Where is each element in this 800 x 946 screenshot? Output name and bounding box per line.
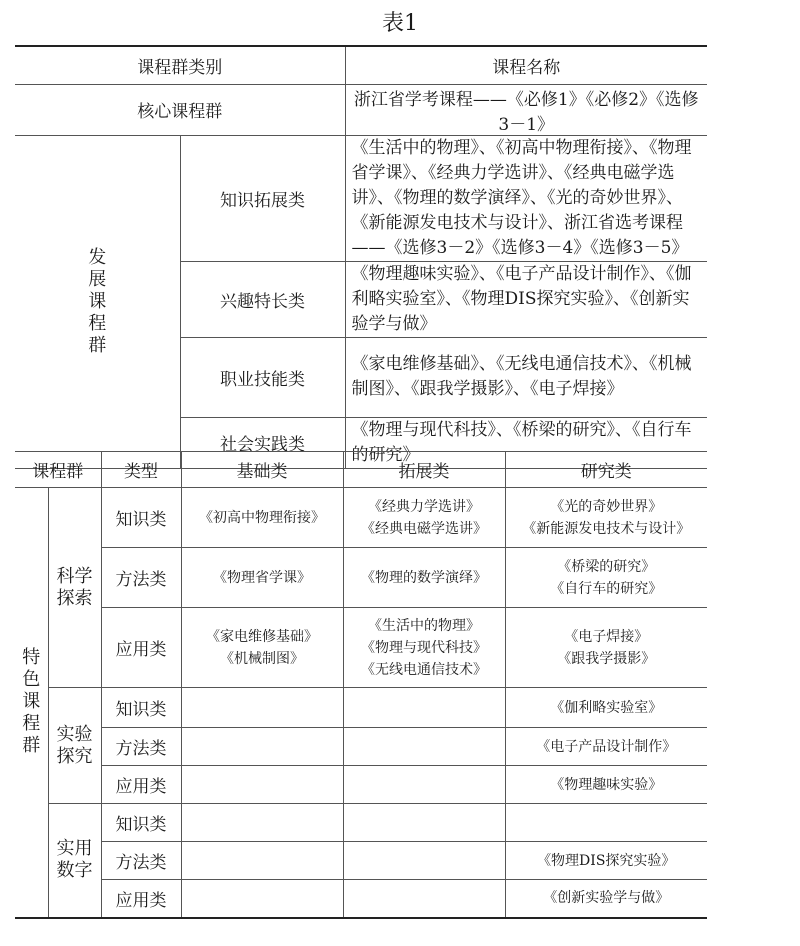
cell-type: 应用类 bbox=[101, 880, 181, 918]
cell-expand bbox=[343, 804, 505, 842]
special-label: 特色课程群 bbox=[15, 488, 48, 918]
cell-basic bbox=[181, 804, 343, 842]
cell-type: 知识类 bbox=[101, 804, 181, 842]
cell-basic bbox=[181, 688, 343, 728]
dev-courses-4: 《物理与现代科技》、《桥梁的研究》、《自行车的研究》 bbox=[345, 417, 707, 468]
cell-expand bbox=[343, 728, 505, 766]
header-basic: 基础类 bbox=[181, 452, 343, 488]
header-course-name: 课程名称 bbox=[345, 46, 707, 84]
cell-basic bbox=[181, 880, 343, 918]
cell-type: 方法类 bbox=[101, 548, 181, 608]
dev-courses-2: 《物理趣味实验》、《电子产品设计制作》、《伽利略实验室》、《物理DIS探究实验》、《创新实验学与做》 bbox=[345, 261, 707, 337]
cell-type: 知识类 bbox=[101, 688, 181, 728]
header-expand: 拓展类 bbox=[343, 452, 505, 488]
cell-expand bbox=[343, 880, 505, 918]
group-name-1: 科学探索 bbox=[48, 488, 101, 688]
cell-expand bbox=[343, 842, 505, 880]
cell-research: 《电子焊接》 《跟我学摄影》 bbox=[505, 608, 707, 688]
cell-expand: 《生活中的物理》 《物理与现代科技》 《无线电通信技术》 bbox=[343, 608, 505, 688]
cell-research: 《物理趣味实验》 bbox=[505, 766, 707, 804]
cell-research: 《物理DIS探究实验》 bbox=[505, 842, 707, 880]
dev-type-3: 职业技能类 bbox=[180, 337, 345, 417]
dev-courses-1: 《生活中的物理》、《初高中物理衔接》、《物理省学课》、《经典力学选讲》、《经典电磁学选讲》、《物理的数学演绎》、《光的奇妙世界》、《新能源发电技术与设计》、浙江省选考课程——《选修3－2》《选修3－4》《选修3－5》 bbox=[345, 135, 707, 261]
group-name-2: 实验探究 bbox=[48, 688, 101, 804]
dev-type-4: 社会实践类 bbox=[180, 417, 345, 468]
cell-type: 方法类 bbox=[101, 728, 181, 766]
cell-expand bbox=[343, 688, 505, 728]
special-table-body bbox=[15, 488, 707, 918]
table-title: 表1 bbox=[382, 11, 418, 36]
cell-expand: 《物理的数学演绎》 bbox=[343, 548, 505, 608]
cell-research: 《伽利略实验室》 bbox=[505, 688, 707, 728]
cell-research: 《光的奇妙世界》 《新能源发电技术与设计》 bbox=[505, 488, 707, 548]
header-category: 课程群类别 bbox=[15, 46, 345, 84]
group-name-3: 实用数字 bbox=[48, 804, 101, 918]
core-courses: 浙江省学考课程——《必修1》《必修2》《选修3－1》 bbox=[345, 84, 707, 135]
cell-research bbox=[505, 804, 707, 842]
cell-expand: 《经典力学选讲》 《经典电磁学选讲》 bbox=[343, 488, 505, 548]
header-research: 研究类 bbox=[505, 452, 707, 488]
cell-type: 知识类 bbox=[101, 488, 181, 548]
cell-expand bbox=[343, 766, 505, 804]
cell-type: 应用类 bbox=[101, 766, 181, 804]
cell-basic bbox=[181, 728, 343, 766]
header-group: 课程群 bbox=[15, 452, 101, 488]
cell-basic: 《家电维修基础》 《机械制图》 bbox=[181, 608, 343, 688]
cell-research: 《创新实验学与做》 bbox=[505, 880, 707, 918]
cell-type: 应用类 bbox=[101, 608, 181, 688]
header-type: 类型 bbox=[101, 452, 181, 488]
cell-basic bbox=[181, 766, 343, 804]
development-label: 发展课程群 bbox=[15, 135, 180, 468]
dev-type-2: 兴趣特长类 bbox=[180, 261, 345, 337]
core-label: 核心课程群 bbox=[15, 84, 345, 135]
cell-research: 《桥梁的研究》 《自行车的研究》 bbox=[505, 548, 707, 608]
cell-research: 《电子产品设计制作》 bbox=[505, 728, 707, 766]
special-course-table bbox=[15, 451, 707, 919]
course-category-table bbox=[15, 45, 707, 469]
cell-basic: 《初高中物理衔接》 bbox=[181, 488, 343, 548]
cell-basic bbox=[181, 842, 343, 880]
dev-type-1: 知识拓展类 bbox=[180, 135, 345, 261]
cell-type: 方法类 bbox=[101, 842, 181, 880]
dev-courses-3: 《家电维修基础》、《无线电通信技术》、《机械制图》、《跟我学摄影》、《电子焊接》 bbox=[345, 337, 707, 417]
cell-basic: 《物理省学课》 bbox=[181, 548, 343, 608]
